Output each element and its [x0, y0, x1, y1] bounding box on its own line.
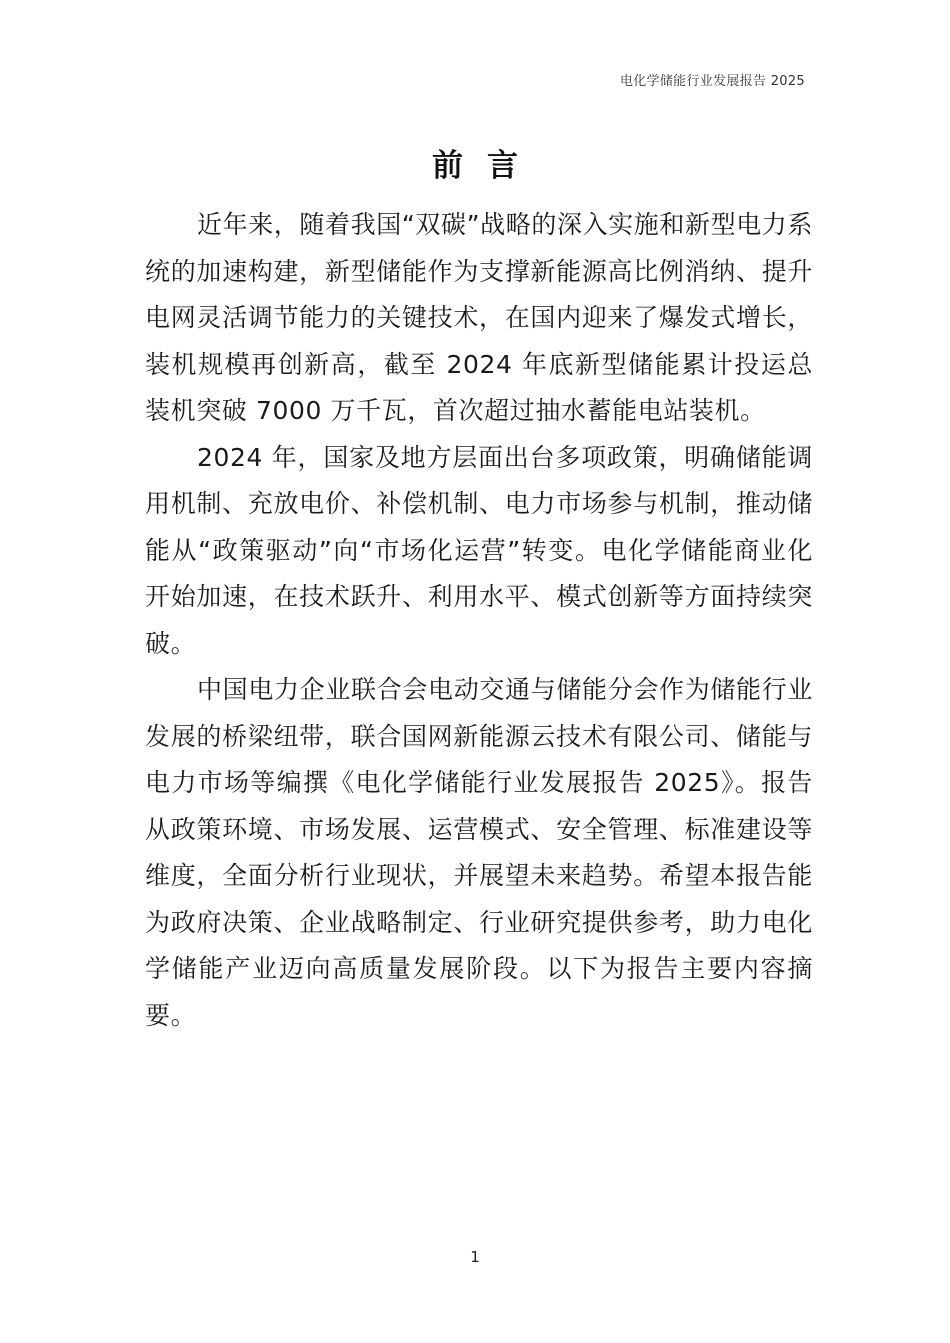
- preface-body: [145, 202, 813, 1039]
- paragraph-3: 中国电力企业联合会电动交通与储能分会作为储能行业发展的桥梁纽带，联合国网新能源云技术有限公司、储能与电力市场等编撰《电化学储能行业发展报告 2025》。报告从政策环境、市场发展、运营模式、安全管理、标准建设等维度，全面分析行业现状，并展望未来趋势。希望本报告能为政府决策、企业战略制定、行业研究提供参考，助力电化学储能产业迈向高质量发展阶段。以下为报告主要内容摘要。: [145, 675, 813, 1030]
- paragraph-2: 2024 年，国家及地方层面出台多项政策，明确储能调用机制、充放电价、补偿机制、电力市场参与机制，推动储能从“政策驱动”向“市场化运营”转变。电化学储能商业化开始加速，在技术跃升、利用水平、模式创新等方面持续突破。: [145, 442, 813, 658]
- page-title: 前言: [432, 148, 542, 184]
- page-number: 1: [470, 1248, 480, 1266]
- paragraph-1: 近年来，随着我国“双碳”战略的深入实施和新型电力系统的加速构建，新型储能作为支撑新能源高比例消纳、提升电网灵活调节能力的关键技术，在国内迎来了爆发式增长，装机规模再创新高，截至 2024 年底新型储能累计投运总装机突破 7000 万千瓦，首次超过抽水蓄能电站装机。: [145, 210, 813, 425]
- running-header: 电化学储能行业发展报告 2025: [619, 74, 805, 89]
